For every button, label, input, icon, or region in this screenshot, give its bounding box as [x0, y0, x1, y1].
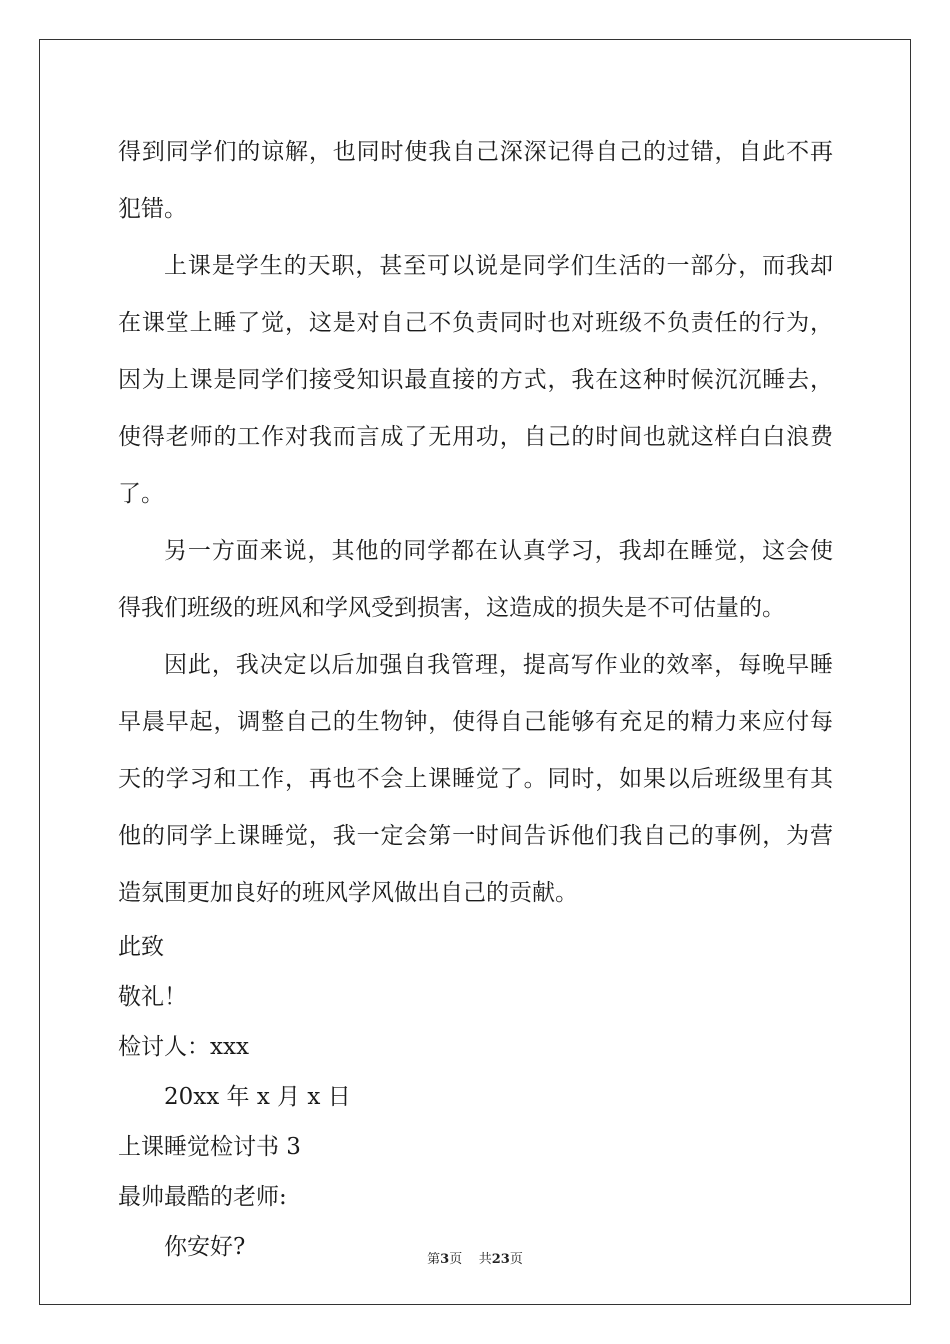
- greeting-recipient: 最帅最酷的老师:: [118, 1184, 287, 1210]
- paragraph-line: 因为上课是同学们接受知识最直接的方式，我在这种时候沉沉睡去，: [118, 367, 833, 393]
- date-text: 20xx 年 x 月 x 日: [164, 1084, 351, 1110]
- paragraph-line: 他的同学上课睡觉，我一定会第一时间告诉他们我自己的事例，为营: [118, 823, 833, 849]
- paragraph-line: 犯错。: [118, 196, 187, 222]
- closing-text: 此致: [118, 934, 164, 960]
- paragraph-line: 早晨早起，调整自己的生物钟，使得自己能够有充足的精力来应付每: [118, 709, 833, 735]
- document-body: [118, 124, 833, 1272]
- paragraph-line: 上课是学生的天职，甚至可以说是同学们生活的一部分，而我却: [164, 253, 833, 279]
- paragraph-line: 在课堂上睡了觉，这是对自己不负责同时也对班级不负责任的行为，: [118, 310, 833, 336]
- footer-page-unit: 页: [449, 1252, 463, 1267]
- footer-total-unit: 页: [509, 1252, 523, 1267]
- paragraph-line: 因此，我决定以后加强自我管理，提高写作业的效率，每晚早睡: [164, 652, 833, 678]
- page-footer: [0, 1248, 950, 1267]
- paragraph-line: 了。: [118, 481, 164, 507]
- section-title: 上课睡觉检讨书 3: [118, 1134, 301, 1160]
- paragraph-line: 造氛围更加良好的班风学风做出自己的贡献。: [118, 880, 578, 906]
- footer-prefix: 第: [427, 1252, 441, 1267]
- salute-text: 敬礼！: [118, 984, 187, 1010]
- paragraph-line: 天的学习和工作，再也不会上课睡觉了。同时，如果以后班级里有其: [118, 766, 833, 792]
- signer-text: 检讨人：xxx: [118, 1034, 249, 1060]
- paragraph-line: 使得老师的工作对我而言成了无用功，自己的时间也就这样白白浪费: [118, 424, 833, 450]
- page-number: 3: [440, 1252, 450, 1267]
- greeting-text: 你安好?: [164, 1234, 246, 1260]
- paragraph-line: 得到同学们的谅解，也同时使我自己深深记得自己的过错，自此不再: [118, 139, 833, 165]
- paragraph-line: 得我们班级的班风和学风受到损害，这造成的损失是不可估量的。: [118, 595, 785, 621]
- footer-total-prefix: 共: [478, 1252, 492, 1267]
- paragraph-line: 另一方面来说，其他的同学都在认真学习，我却在睡觉，这会使: [164, 538, 833, 564]
- total-pages: 23: [491, 1252, 510, 1267]
